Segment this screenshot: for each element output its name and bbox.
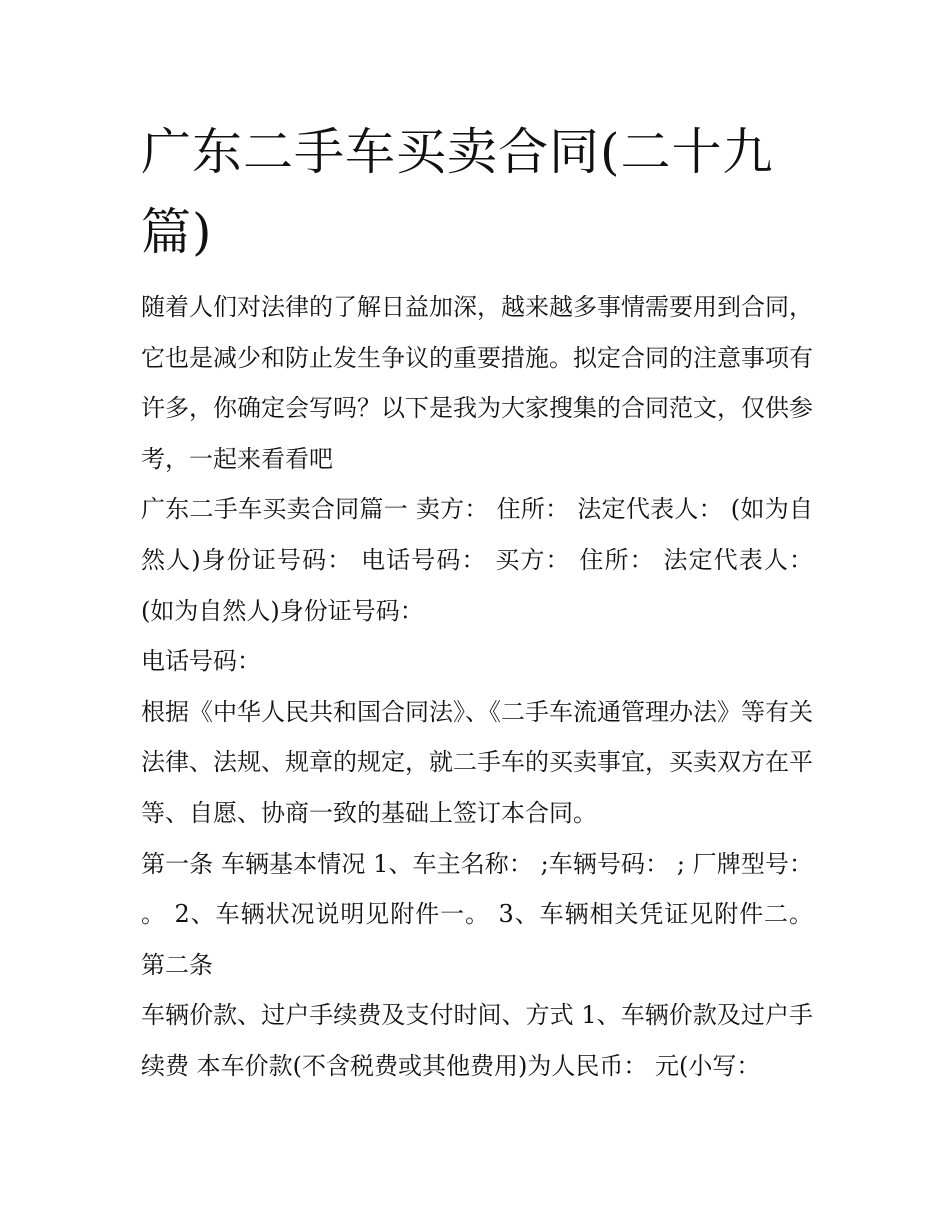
document-title: 广东二手车买卖合同(二十九篇) (141, 123, 774, 261)
paragraph-phone: 电话号码： (141, 647, 261, 676)
paragraph-legal-basis: 根据《中华人民共和国合同法》、《二手车流通管理办法》等有关法律、法规、规章的规定，就二手车的买卖事宜，买卖双方在平等、自愿、协商一致的基础上签订本合同。 (141, 697, 813, 827)
paragraph-article-1: 第一条 车辆基本情况 1、车主名称： ;车辆号码： ; 厂牌型号： 。 2、车辆状况说明见附件一。 3、车辆相关凭证见附件二。 第二条 (141, 849, 813, 979)
document-page (141, 112, 813, 1092)
paragraph-article-2: 车辆价款、过户手续费及支付时间、方式 1、车辆价款及过户手续费 本车价款(不含税费或其他费用)为人民币： 元(小写： (141, 1001, 813, 1080)
paragraph-parties: 广东二手车买卖合同篇一 卖方： 住所： 法定代表人： (如为自然人)身份证号码： 电话号码： 买方： 住所： 法定代表人： (如为自然人)身份证号码： (141, 495, 813, 625)
paragraph-intro: 随着人们对法律的了解日益加深，越来越多事情需要用到合同，它也是减少和防止发生争议的重要措施。拟定合同的注意事项有许多，你确定会写吗？以下是我为大家搜集的合同范文，仅供参考，一起来看看吧 (141, 293, 813, 473)
